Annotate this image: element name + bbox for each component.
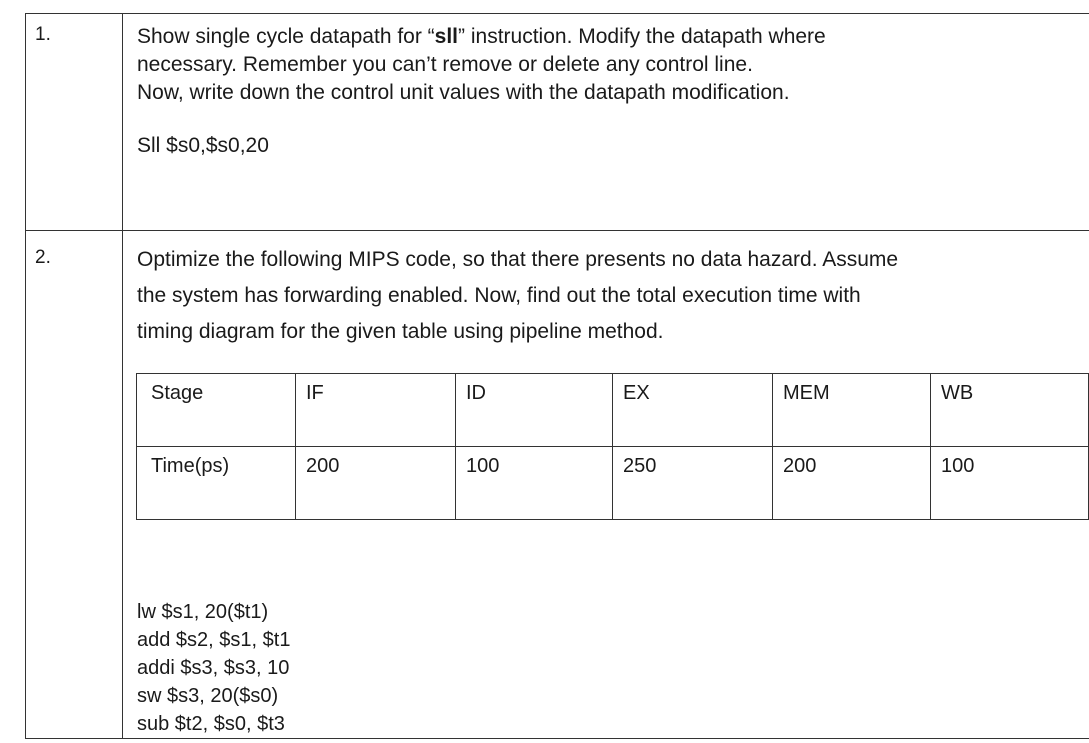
stage-header-cell: MEM xyxy=(773,374,931,447)
question-number-2: 2. xyxy=(26,231,123,739)
question-1-line-2: necessary. Remember you can’t remove or delete any control line. xyxy=(137,53,753,76)
stage-time-cell: Time(ps) xyxy=(137,447,296,520)
stage-header-cell: IF xyxy=(296,374,456,447)
question-number-1: 1. xyxy=(26,14,123,231)
stage-header-row xyxy=(137,374,1089,447)
stage-header-cell: ID xyxy=(456,374,613,447)
question-content-1 xyxy=(123,14,1089,231)
question-2-text xyxy=(137,242,1089,350)
question-1-text xyxy=(137,23,1089,107)
question-2-line-2: the system has forwarding enabled. Now, find out the total execution time with xyxy=(137,284,861,307)
code-line: sub $t2, $s0, $t3 xyxy=(137,713,285,735)
stage-time-cell: 250 xyxy=(613,447,773,520)
stage-header-cell: WB xyxy=(931,374,1089,447)
sll-keyword: sll xyxy=(434,25,459,48)
question-content-2 xyxy=(123,231,1089,739)
stage-header-cell: EX xyxy=(613,374,773,447)
code-line: add $s2, $s1, $t1 xyxy=(137,629,291,651)
stage-time-cell: 200 xyxy=(773,447,931,520)
stage-time-cell: 100 xyxy=(931,447,1089,520)
stage-time-cell: 100 xyxy=(456,447,613,520)
question-row-1 xyxy=(26,14,1089,231)
stage-time-cell: 200 xyxy=(296,447,456,520)
stage-timing-table xyxy=(136,373,1089,520)
question-1-line-1: Show single cycle datapath for “sll” instruction. Modify the datapath where xyxy=(137,25,826,48)
question-row-2 xyxy=(26,231,1089,739)
question-2-line-1: Optimize the following MIPS code, so that there presents no data hazard. Assume xyxy=(137,248,899,271)
code-line: addi $s3, $s3, 10 xyxy=(137,657,290,679)
code-line: sw $s3, 20($s0) xyxy=(137,685,279,707)
question-2-line-3: timing diagram for the given table using pipeline method. xyxy=(137,320,664,343)
question-1-line-3: Now, write down the control unit values with the datapath modification. xyxy=(137,81,790,104)
mips-code-block xyxy=(137,598,1089,738)
question-table xyxy=(25,13,1089,739)
sll-instruction: Sll $s0,$s0,20 xyxy=(137,134,269,157)
stage-time-row xyxy=(137,447,1089,520)
code-line: lw $s1, 20($t1) xyxy=(137,601,269,623)
stage-header-cell: Stage xyxy=(137,374,296,447)
